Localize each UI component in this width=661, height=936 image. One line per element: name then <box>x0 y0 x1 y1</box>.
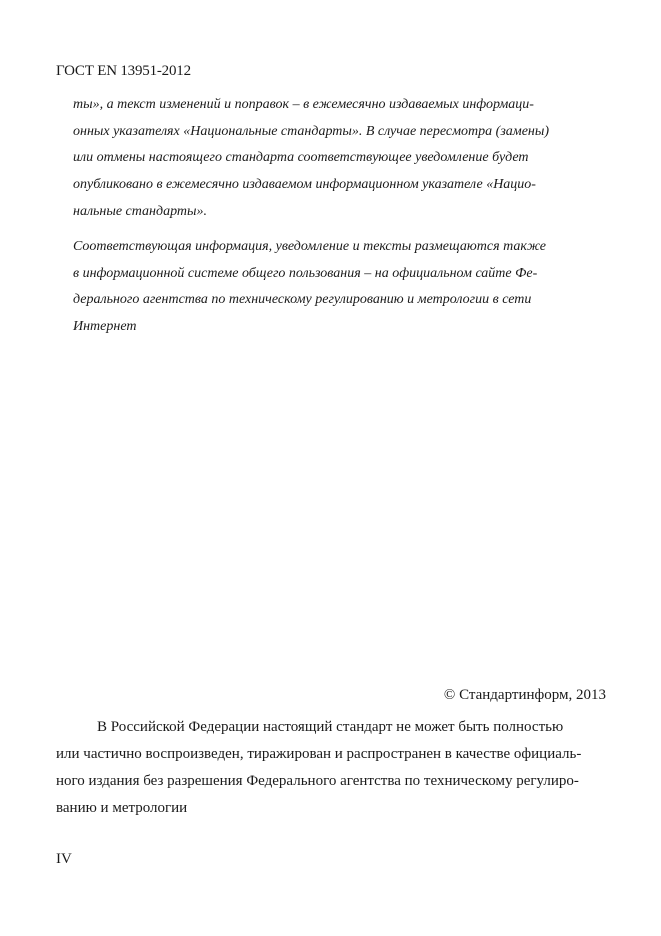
notice-line: онных указателях «Национальные стандарты». В случае пересмотра (замены) <box>73 123 550 139</box>
notice-line: опубликовано в ежемесячно издаваемом информационном указателе «Нацио- <box>73 177 536 193</box>
legal-paragraph <box>56 714 616 822</box>
notice-paragraph-2 <box>73 234 613 341</box>
legal-line: ного издания без разрешения Федерального агентства по техническому регулиро- <box>56 773 579 789</box>
notice-line: нальные стандарты». <box>73 203 207 219</box>
legal-line: или частично воспроизведен, тиражирован и распространен в качестве официаль- <box>56 746 582 762</box>
document-header: ГОСТ EN 13951-2012 <box>56 63 191 79</box>
notice-line: или отмены настоящего стандарта соответствующее уведомление будет <box>73 150 529 166</box>
notice-line: Интернет <box>73 319 137 335</box>
copyright-notice: © Стандартинформ, 2013 <box>443 687 606 703</box>
page-number: IV <box>56 851 72 867</box>
notice-line: дерального агентства по техническому регулированию и метрологии в сети <box>73 292 532 308</box>
notice-line: Соответствующая информация, уведомление и тексты размещаются также <box>73 239 546 254</box>
legal-line: В Российской Федерации настоящий стандарт не может быть полностью <box>97 719 564 735</box>
notice-line: в информационной системе общего пользования – на официальном сайте Фе- <box>73 265 538 281</box>
legal-line: ванию и метрологии <box>56 800 188 816</box>
notice-line: ты», а текст изменений и поправок – в ежемесячно издаваемых информаци- <box>73 97 534 112</box>
notice-paragraph-1 <box>73 92 613 226</box>
